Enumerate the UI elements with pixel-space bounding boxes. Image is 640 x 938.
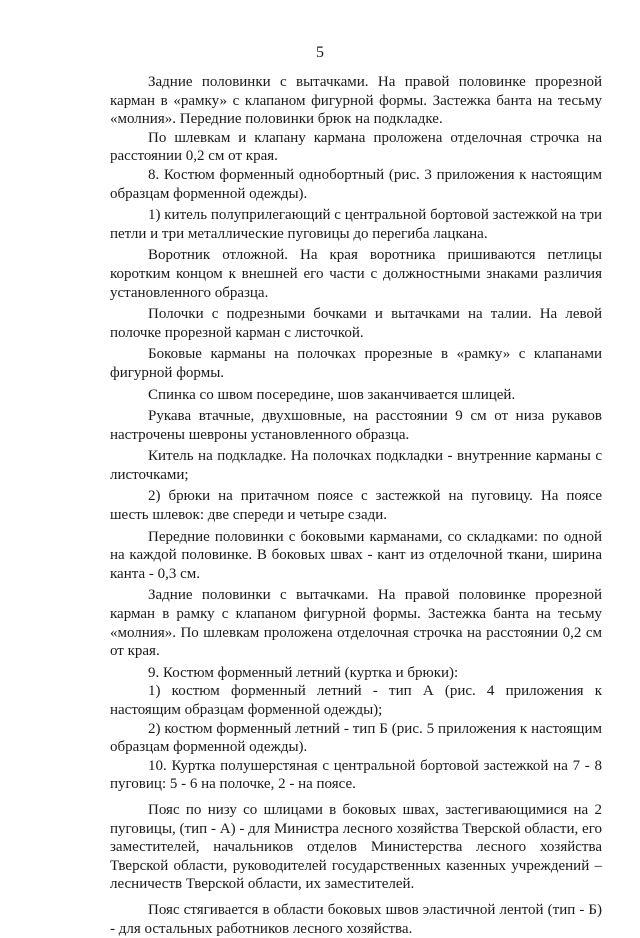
paragraph-trousers: 2) брюки на притачном поясе с застежкой на пуговицу. На поясе шесть шлевок: две спереди и четыре сзади. [110, 488, 602, 524]
paragraph-side-pockets: Боковые карманы на полочках прорезные в «рамку» с клапанами фигурной формы. [110, 346, 602, 381]
paragraph-sleeves: Рукава втачные, двухшовные, на расстоянии 9 см от низа рукавов настрочены шевроны установленного образца. [110, 408, 602, 443]
paragraph-belt-loops-stitching: По шлевкам и клапану кармана проложена отделочная строчка на расстоянии 0,2 см от края. [110, 129, 602, 165]
paragraph-jacket: 1) китель полуприлегающий с центральной бортовой застежкой на три петли и три металлические пуговицы до перегиба лацкана. [110, 207, 602, 242]
paragraph-rear-halves: Задние половинки с вытачками. На правой половинке прорезной карман в «рамку» с клапаном фигурной формы. Застежка банта на тесьму «молния». Передние половинки брюк на подкладке. [110, 74, 602, 128]
paragraph-front-panels: Полочки с подрезными бочками и вытачками на талии. На левой полочке прорезной карман с листочкой. [110, 306, 602, 341]
paragraph-type-a: 1) костюм форменный летний - тип А (рис. 4 приложения к настоящим образцам форменной одежды); [110, 683, 602, 718]
page-number: 5 [316, 44, 324, 61]
paragraph-item-8-suit: 8. Костюм форменный однобортный (рис. 3 приложения к настоящим образцам форменной одежды). [110, 166, 602, 202]
document-body [110, 73, 602, 938]
paragraph-collar: Воротник отложной. На края воротника пришиваются петлицы коротким концом к внешней его части с должностными знаками различия установленного образца. [110, 247, 602, 301]
paragraph-type-b: 2) костюм форменный летний - тип Б (рис. 5 приложения к настоящим образцам форменной одежды). [110, 720, 602, 756]
paragraph-back: Спинка со швом посередине, шов заканчивается шлицей. [148, 386, 516, 403]
paragraph-belt-type-b: Пояс стягивается в области боковых швов эластичной лентой (тип - Б) - для остальных работников лесного хозяйства. [110, 901, 602, 937]
paragraph-rear-halves-2: Задние половинки с вытачками. На правой половинке прорезной карман в рамку с клапаном фигурной формы. Застежка банта на тесьму «молния». По шлевкам проложена отделочная строчка на расстоянии 0,2 см от края. [110, 587, 602, 660]
paragraph-front-halves: Передние половинки с боковыми карманами, со складками: по одной на каждой половинке. В боковых швах - кант из отделочной ткани, ширина канта - 0,3 см. [110, 528, 602, 582]
paragraph-belt-type-a: Пояс по низу со шлицами в боковых швах, застегивающимися на 2 пуговицы, (тип - А) - для Министра лесного хозяйства Тверской области, его заместителей, начальников отделов Министерства лесного хозяйства Тверской области, руководителей государственных казенных учреждений – лесничеств Тверской области, их заместителей. [110, 801, 602, 893]
paragraph-item-9-summer-suit: 9. Костюм форменный летний (куртка и брюки): [148, 664, 459, 681]
paragraph-lining: Китель на подкладке. На полочках подкладки - внутренние карманы с листочками; [110, 448, 602, 483]
paragraph-item-10-jacket: 10. Куртка полушерстяная с центральной бортовой застежкой на 7 - 8 пуговиц: 5 - 6 на полочке, 2 - на поясе. [110, 757, 602, 793]
